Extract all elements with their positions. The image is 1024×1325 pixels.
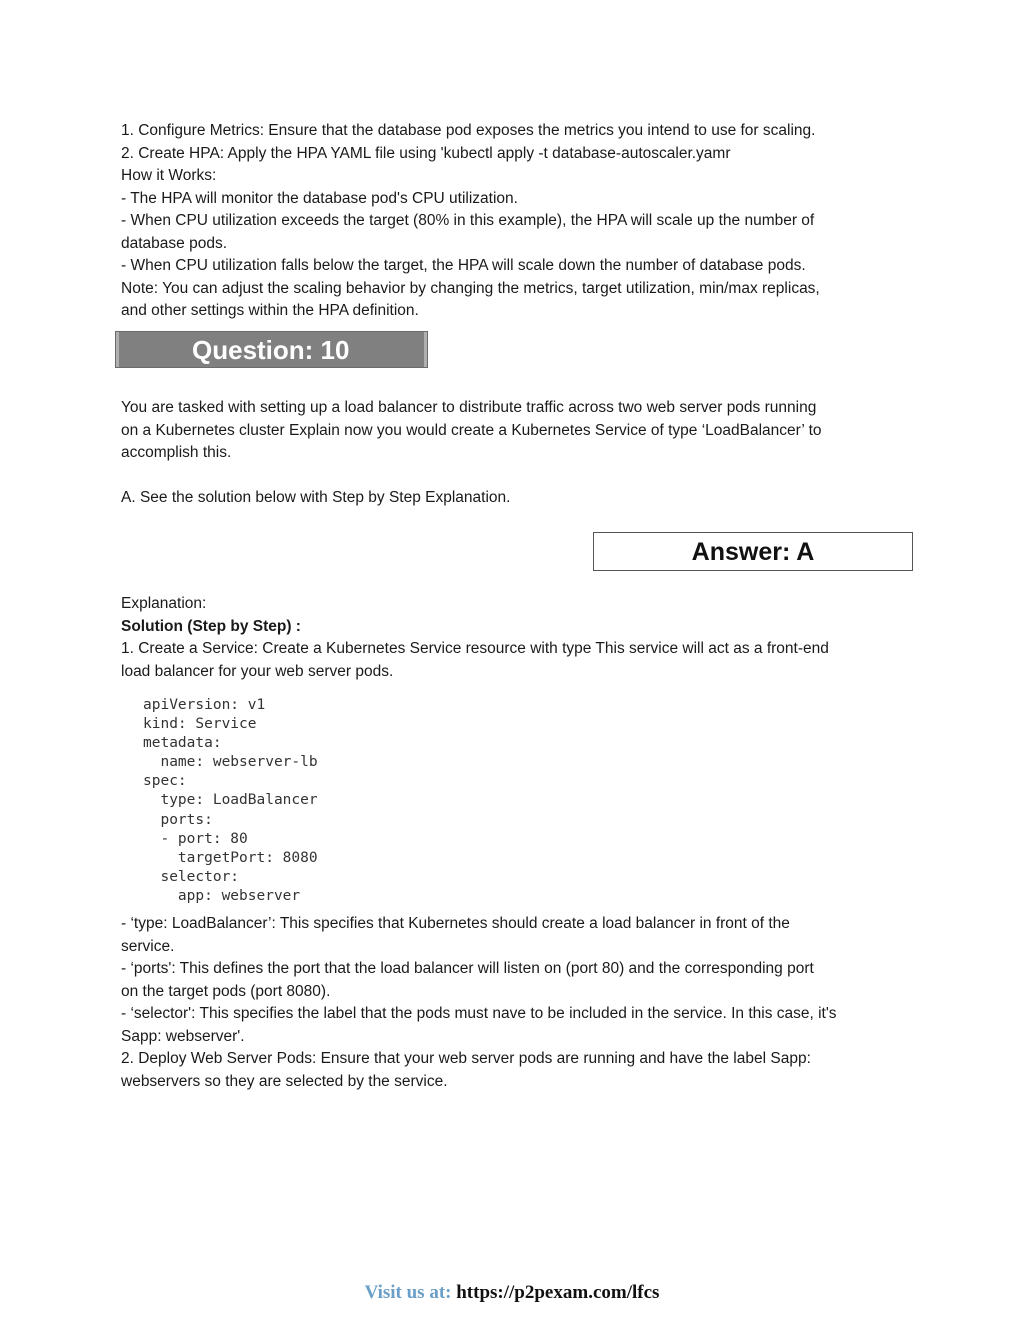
note-line: on the target pods (port 8080). — [121, 982, 331, 1000]
answer-label: Answer: A — [691, 538, 815, 566]
code-line: selector: — [143, 868, 240, 885]
code-line: ports: — [143, 811, 213, 828]
note-line: - ‘type: LoadBalancer’: This specifies that Kubernetes should create a load balancer in front of the — [121, 915, 790, 932]
code-line: name: webserver-lb — [143, 754, 318, 771]
code-line: apiVersion: v1 — [143, 697, 266, 713]
explanation-heading: Explanation: — [121, 595, 207, 612]
question-title: Question: 10 — [192, 335, 350, 365]
question-option: A. See the solution below with Step by Step Explanation. — [121, 489, 511, 506]
note-line: Sapp: webserver'. — [121, 1027, 245, 1045]
intro-line: database pods. — [121, 234, 228, 252]
solution-heading: Solution (Step by Step) : — [121, 617, 301, 635]
question-body — [121, 397, 911, 510]
code-line: targetPort: 8080 — [143, 849, 318, 866]
code-line: kind: Service — [143, 716, 257, 733]
intro-line: and other settings within the HPA definition. — [121, 302, 419, 319]
footer-link[interactable]: https://p2pexam.com/lfcs — [456, 1282, 660, 1303]
intro-line: 2. Create HPA: Apply the HPA YAML file using 'kubectl apply -t database-autoscaler.yamr — [121, 144, 731, 162]
note-line: - ‘selector': This specifies the label that the pods must nave to be included in the service. In this case, it's — [121, 1005, 837, 1022]
note-line: webservers so they are selected by the service. — [121, 1072, 448, 1090]
footer — [0, 1282, 1024, 1304]
explanation-section — [121, 593, 911, 683]
question-line — [121, 465, 911, 488]
intro-line: - When CPU utilization falls below the target, the HPA will scale down the number of database pods. — [121, 257, 806, 274]
intro-section — [121, 120, 911, 323]
intro-line: Note: You can adjust the scaling behavior by changing the metrics, target utilization, min/max replicas, — [121, 279, 820, 297]
intro-line: How it Works: — [121, 167, 217, 184]
note-line: 2. Deploy Web Server Pods: Ensure that your web server pods are running and have the label Sapp: — [121, 1050, 811, 1067]
code-line: metadata: — [143, 735, 222, 752]
intro-line: 1. Configure Metrics: Ensure that the database pod exposes the metrics you intend to use for scaling. — [121, 122, 816, 139]
question-line: on a Kubernetes cluster Explain now you would create a Kubernetes Service of type ‘LoadBalancer’ to — [121, 421, 822, 439]
code-line: type: LoadBalancer — [143, 792, 318, 809]
answer-box — [593, 532, 913, 571]
code-line: - port: 80 — [143, 830, 248, 847]
footer-label: Visit us at: — [364, 1282, 452, 1303]
intro-line: - When CPU utilization exceeds the target (80% in this example), the HPA will scale up the number of — [121, 212, 815, 229]
step-line: 1. Create a Service: Create a Kubernetes Service resource with type This service will act as a front-end — [121, 640, 829, 657]
note-line: - ‘ports': This defines the port that the load balancer will listen on (port 80) and the corresponding port — [121, 960, 814, 977]
yaml-code-block — [143, 696, 318, 906]
question-line: You are tasked with setting up a load balancer to distribute traffic across two web server pods running — [121, 399, 817, 416]
code-line: spec: — [143, 773, 187, 790]
intro-line: - The HPA will monitor the database pod's CPU utilization. — [121, 189, 518, 207]
notes-section — [121, 913, 911, 1093]
code-line: app: webserver — [143, 887, 301, 904]
question-line: accomplish this. — [121, 444, 232, 461]
step-line: load balancer for your web server pods. — [121, 662, 394, 680]
note-line: service. — [121, 937, 175, 955]
question-banner — [115, 331, 428, 368]
